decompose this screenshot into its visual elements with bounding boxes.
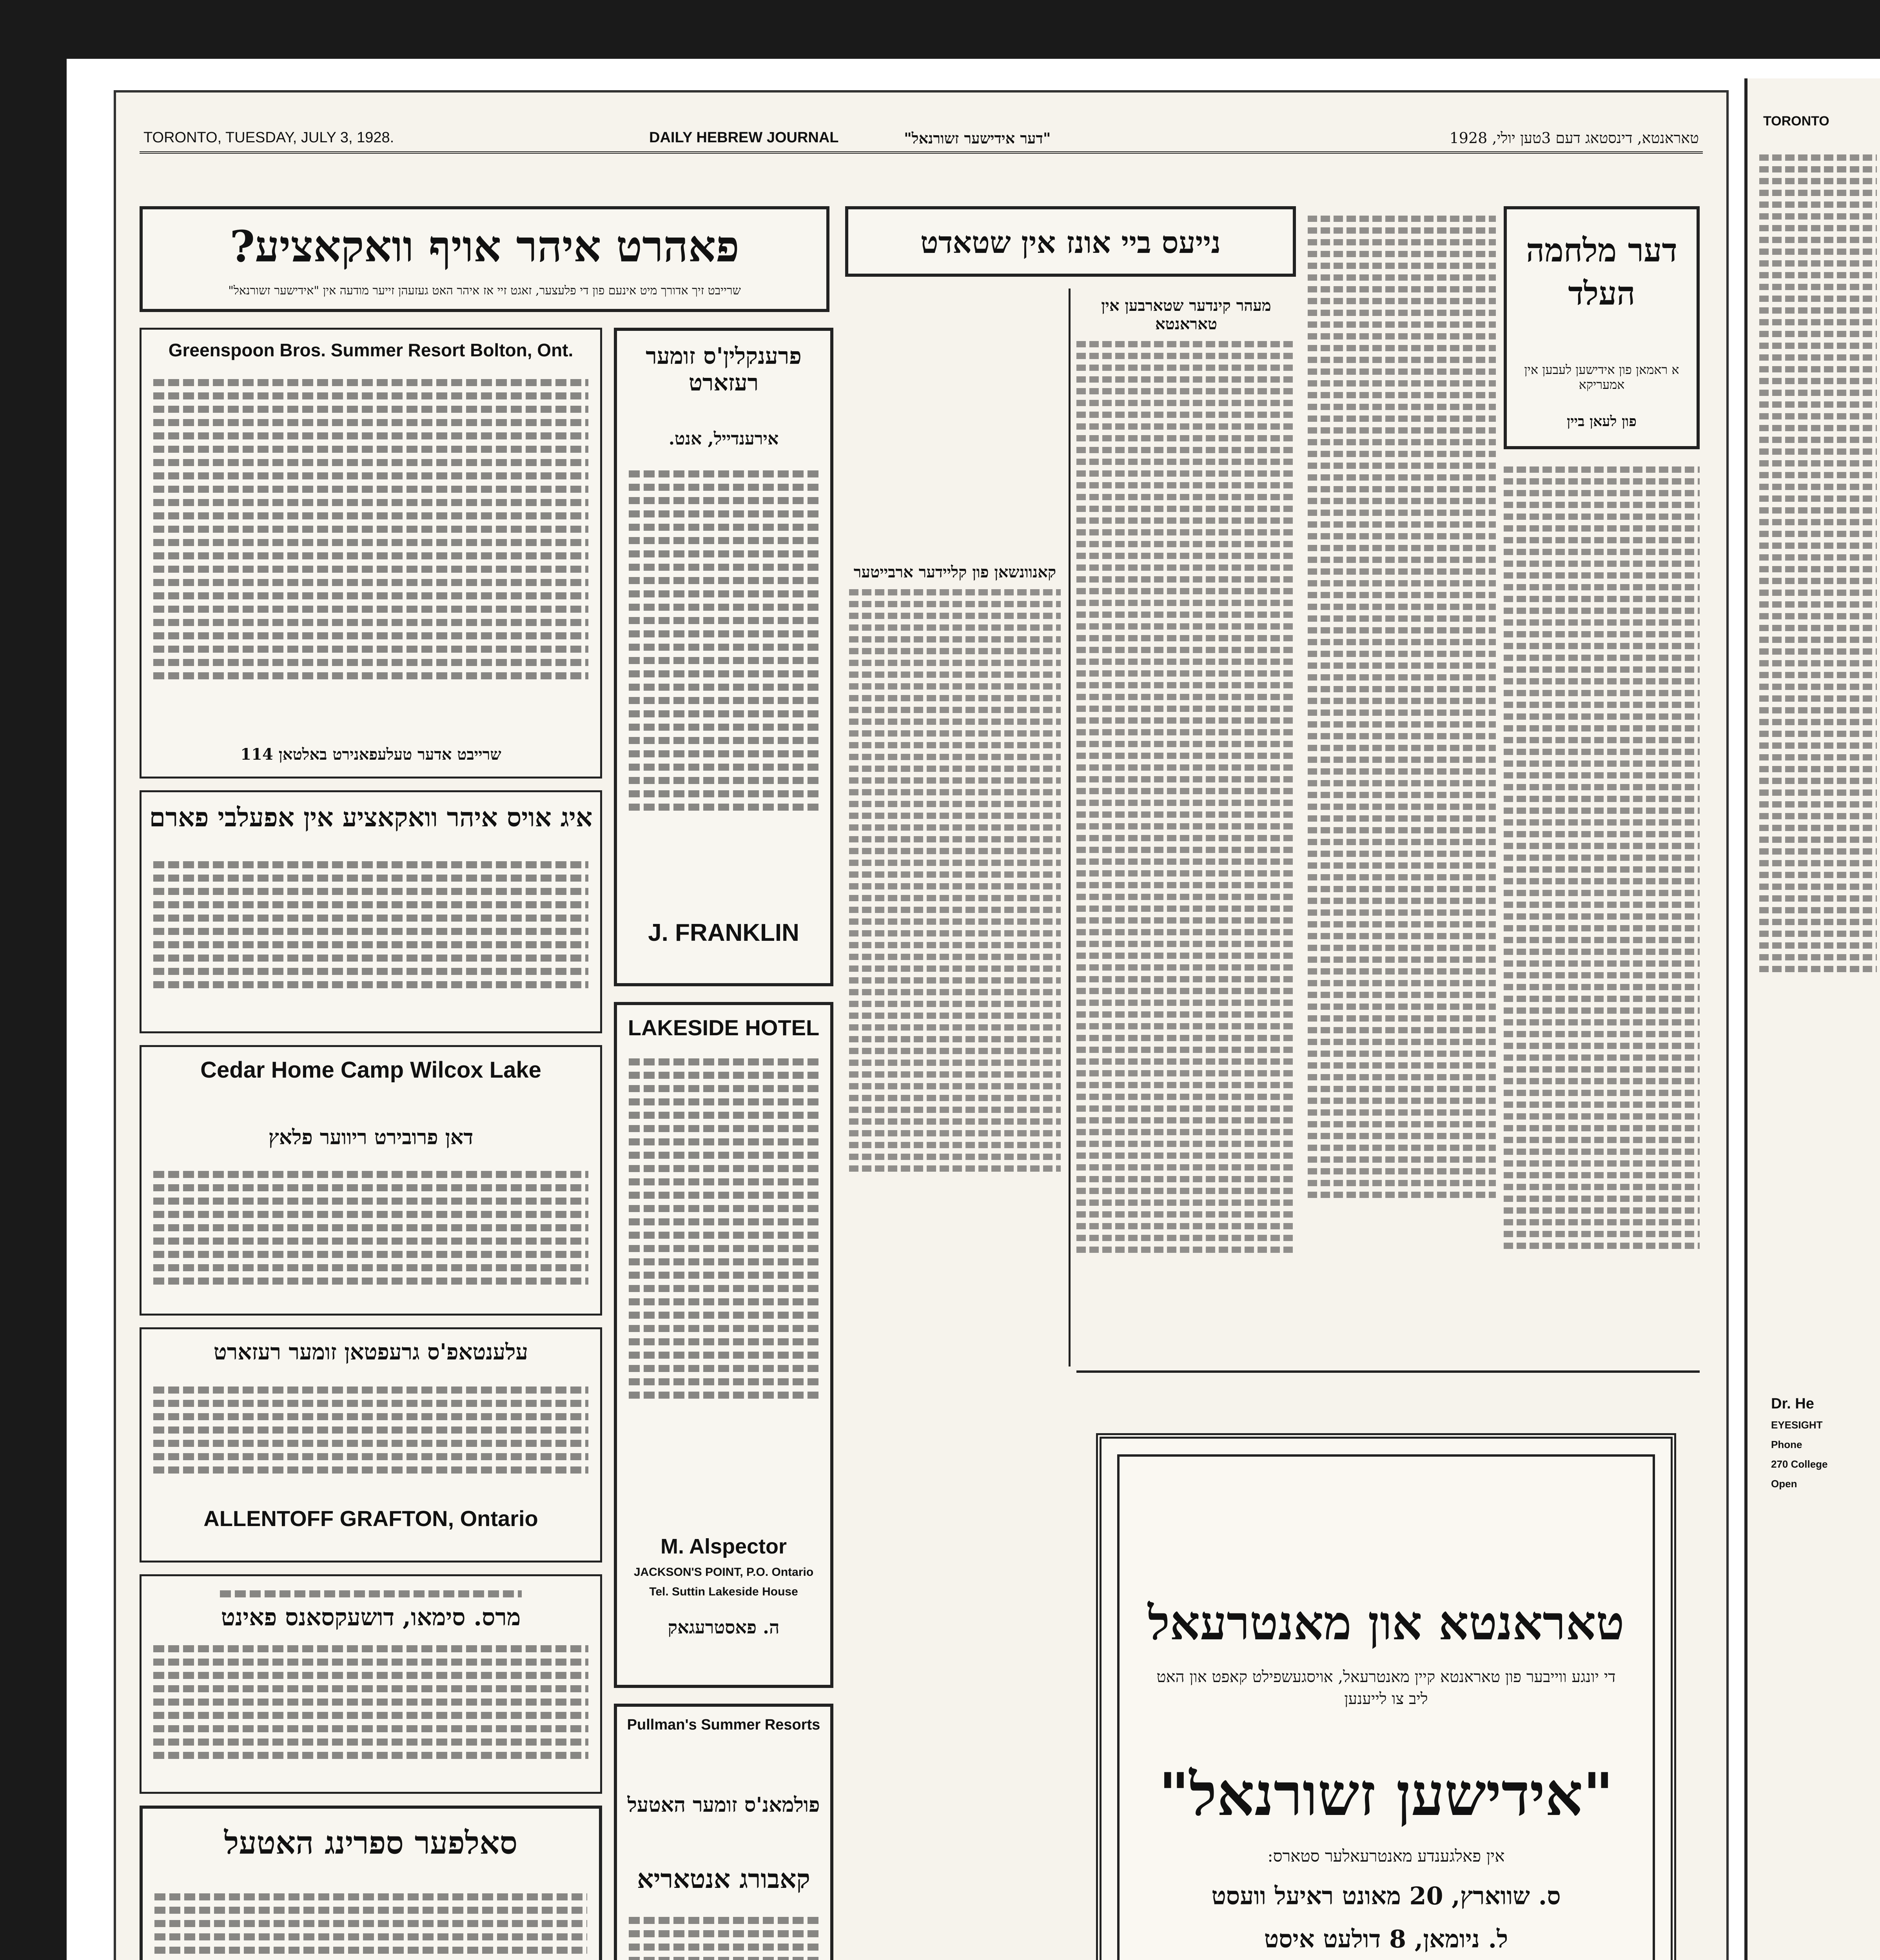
adjacent-ad-eyesight: EYESIGHT [1771,1419,1823,1431]
page-header [140,124,1703,154]
ad-lakeside-title: LAKESIDE HOTEL [628,1015,820,1040]
ad-headline: טאראנטא און מאנטרעאל [1148,1595,1624,1651]
ad-lakeside-hotel [614,1002,833,1688]
vacation-banner-subtitle: שרייבט זיך אדורך מיט אינעם פון די פלעצער, זאגט זיי אז איהר האט געזעהן זייער מודעה אין "אידישער זשורנאל" [228,284,741,298]
adjacent-header-word: TORONTO [1763,114,1829,129]
ad-simko [140,1574,602,1794]
ad-franklin [614,328,833,986]
ad-sulphur-springs [140,1806,602,1960]
ad-simko-title: מרס. סימאו, דושעקסאנס פאינט [221,1604,521,1631]
serial-subtitle: א ראמאן פון אידישען לעבען אין אמעריקא [1524,362,1679,392]
header-date-yiddish: טאראנטא, דינסטאג דעם 3טען יולי, 1928 [1449,129,1699,147]
ad-cedar-home-camp [140,1045,602,1316]
ad-alspector-tel: Tel. Suttin Lakeside House [649,1585,798,1598]
serial-title: דער מלחמה העלד [1526,232,1677,312]
header-masthead-latin: DAILY HEBREW JOURNAL [649,129,839,146]
ad-franklin-place: אירענדייל, אנט. [668,429,779,449]
agent-line: ל. ניומאן, 8 דולעט איסט [1264,1925,1508,1953]
news-headline-box [845,206,1296,277]
serial-author: פון לעאן ביין [1567,413,1637,430]
ad-allentoff-title: עלענטאפ'ס גרעפטאן זומער רעזארט [213,1339,528,1365]
adjacent-page-fragment [1744,78,1880,1960]
ad-allentoff-name: ALLENTOFF GRAFTON, Ontario [203,1506,538,1531]
ad-sulphur-title: סאלפער ספרינג האטעל [224,1824,518,1861]
ad-cedar-yiddish: דאן פרובירט ריווער פלאץ [268,1125,474,1149]
news-subheading-children: מעהר קינדער שטארבען אין טאראנטא [1101,296,1271,333]
adjacent-ad-dr: Dr. He [1771,1396,1814,1412]
news-column-right [1076,289,1296,1367]
ad-greenspoon [140,328,602,779]
column-rule [1069,289,1071,1367]
newspaper-page [114,90,1729,1960]
scan-border-left [0,0,67,1960]
scan-border-top [0,0,1880,59]
ad-alspector-address: JACKSON'S POINT, P.O. Ontario [633,1566,814,1579]
ad-franklin-title: פרענקלין'ס זומער רעזארט [646,343,802,396]
ad-pullman-place: קאבורג אנטאריא [637,1864,810,1894]
ad-appleby-title: איג אויס איהר וואקאציע אין אפעלבי פארם [149,802,593,833]
ad-agents-label: אין פאלגענדע מאנטרעאלער סטארס: [1267,1846,1505,1866]
toronto-montreal-ad [1096,1433,1676,1960]
ad-pullman-title: פולמאנ'ס זומער האטעל [627,1793,820,1817]
vacation-banner-title: פאהרט איהר אויף וואקאציע? [229,221,740,272]
news-column-left [849,289,1061,1960]
serial-text-column-b [1504,461,1700,1367]
news-subheading-conventions: קאנוונשאן פון קליידער ארבייטער [853,563,1056,581]
adjacent-ad-open: Open [1771,1478,1797,1490]
ad-franklin-name: J. FRANKLIN [648,919,799,946]
ad-greenspoon-phone: שרייבט אדער טעלעפאנירט באלטאן 114 [240,745,501,764]
adjacent-ad-phone: Phone [1771,1439,1802,1450]
serial-box [1504,206,1700,449]
header-date-english: TORONTO, TUESDAY, JULY 3, 1928. [143,129,394,146]
adjacent-ad-college: 270 College [1771,1458,1828,1470]
ad-intro: די יונגע ווייבער פון טאראנטא קיין מאנטרעאל, אויסגעשפילט קאפט און האט ליב צו לייענען [1156,1668,1616,1708]
ad-allentoff [140,1327,602,1563]
adjacent-text [1759,149,1877,1129]
ad-pullman [614,1704,833,1960]
ad-alspector-name: M. Alspector [660,1535,787,1558]
agent-line: ס. שווארץ, 20 מאונט ראיעל וועסט [1211,1882,1561,1910]
ad-pullman-title-latin: Pullman's Summer Resorts [627,1717,820,1733]
ad-cedar-title: Cedar Home Camp Wilcox Lake [200,1057,541,1083]
news-headline: נייעס ביי אונז אין שטאדט [920,225,1221,260]
header-masthead-yiddish: "דער אידישער זשורנאל" [904,129,1051,147]
vacation-banner [140,206,829,312]
ad-journal-name: "אידישען זשורנאל" [1158,1760,1614,1829]
serial-text-column-a [1308,210,1496,1367]
ad-appleby-farm [140,790,602,1033]
ad-fastregnik: ה. פאסטרעגאק [668,1617,780,1638]
ad-greenspoon-title: Greenspoon Bros. Summer Resort Bolton, Ont. [168,340,573,360]
section-rule [1076,1370,1700,1373]
